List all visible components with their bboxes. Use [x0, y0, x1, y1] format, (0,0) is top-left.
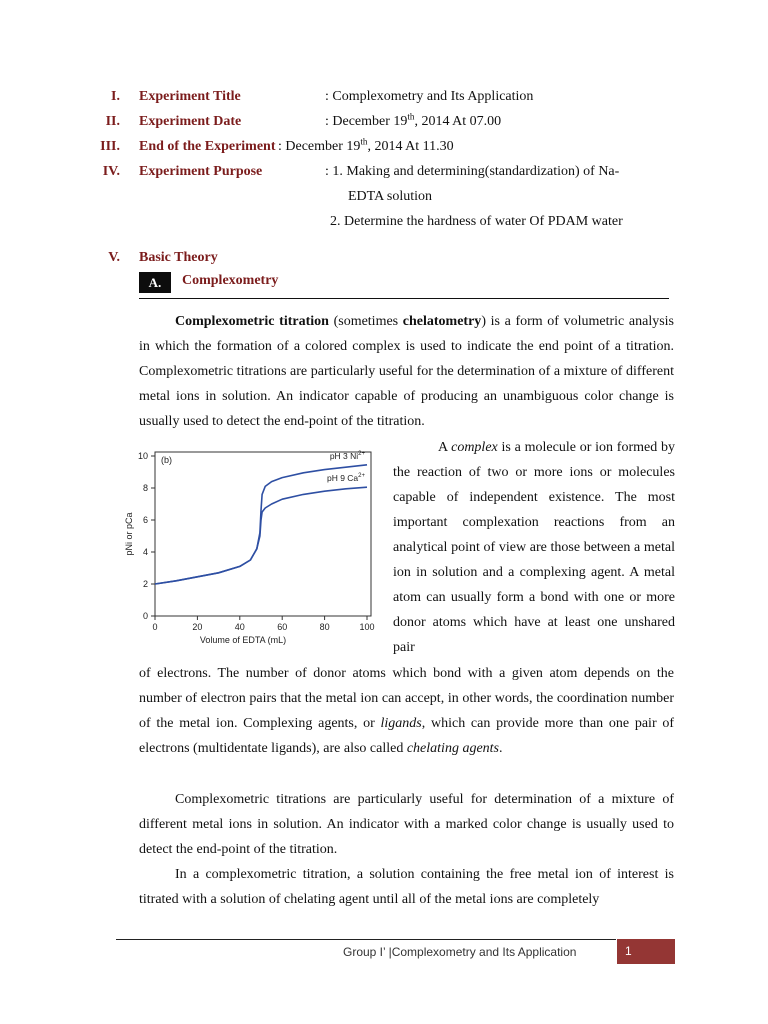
purpose-line-1: : 1. Making and determining(standardization) of Na-: [325, 164, 620, 179]
term: complex: [451, 440, 498, 455]
term: chelating agents: [406, 741, 499, 756]
roman-numeral: III.: [100, 139, 120, 154]
term: chelatometry: [402, 314, 482, 329]
purpose-line-2: EDTA solution: [348, 189, 433, 204]
text: A: [438, 440, 452, 455]
series-label-2: pH 9 $Ca^{2+}$: [326, 473, 365, 484]
header-value: : Complexometry and Its Application: [325, 89, 534, 104]
purpose-line-3: 2. Determine the hardness of water Of PDAM water: [330, 214, 623, 229]
x-tick-label: 60: [277, 622, 288, 632]
header-label: Experiment Purpose: [139, 164, 263, 179]
term: Complexometric titration: [175, 314, 329, 329]
x-tick-label: 20: [192, 622, 203, 632]
value-text: : December 19: [325, 114, 408, 129]
x-tick-label: 100: [359, 622, 375, 632]
text: .: [499, 741, 503, 756]
text: (sometimes: [328, 314, 403, 329]
header-value: [278, 138, 454, 156]
paragraph-usefulness: Complexometric titrations are particularly useful for determination of a mixture of different metal ions in solution. An indicator with a marked color change is usually used to detect the end-point of the titration.: [139, 792, 674, 857]
paragraph-complex: [393, 435, 675, 660]
y-tick-label: 2: [142, 579, 148, 589]
roman-numeral: IV.: [102, 164, 120, 179]
value-sup: th: [360, 136, 368, 147]
text: ) is a form of volumetric analysis in which the formation of a colored complex is used to indicate the end point of a titration. Complexometric titrations are particularly useful for the determination of a mixture of different metal ions in solution. An indicator capable of producing an unambiguous color change is usually used to detect the end-point of the titration.: [139, 314, 675, 429]
value-sup: th: [407, 111, 415, 122]
value-text: , 2014 At 11.30: [367, 139, 454, 154]
header-label: Experiment Title: [139, 89, 241, 104]
roman-numeral: V.: [108, 250, 120, 265]
section-title: Basic Theory: [139, 250, 218, 265]
section-divider: [139, 298, 669, 299]
paragraph-electrons: [139, 661, 674, 761]
x-tick-label: 40: [234, 622, 245, 632]
value-text: : December 19: [278, 139, 361, 154]
x-tick-label: 0: [152, 622, 158, 632]
titration-curve-chart: [123, 440, 373, 655]
subsection-title: Complexometry: [182, 273, 279, 288]
roman-numeral: II.: [105, 114, 120, 129]
roman-numeral: I.: [111, 89, 120, 104]
paragraph-procedure: In a complexometric titration, a solution containing the free metal ion of interest is titrated with a solution of chelating agent until all of the metal ions are completely: [139, 867, 674, 907]
y-tick-label: 0: [142, 611, 148, 621]
text: of electrons. The number of donor atoms which bond with a given atom depends on the number of electron pairs that the metal ion can accept, in other words, the coordination number of the metal ion. Complexing agents, or: [139, 666, 674, 731]
y-tick-label: 4: [142, 547, 148, 557]
footer-text: Group I’ |Complexometry and Its Application: [343, 945, 577, 959]
x-axis-label: Volume of EDTA (mL): [199, 635, 287, 645]
header-value: [325, 113, 501, 131]
text: , which can provide more than one pair of electrons (multidentate ligands), are also called: [139, 716, 675, 756]
footer-divider: [116, 939, 616, 940]
panel-label: (b): [161, 455, 172, 465]
x-tick-label: 80: [319, 622, 330, 632]
term: ligands: [380, 716, 422, 731]
series-label-1: pH 3 $Ni^{2+}$: [329, 450, 365, 461]
paragraph-intro: [139, 309, 674, 434]
header-label: End of the Experiment: [139, 139, 276, 154]
text: is a molecule or ion formed by the reaction of two or more ions or molecules capable of independent existence. The most important complexation reactions from an analytical point of view are those between a metal ion in solution and a complexing agent. A metal atom can usually form a bond with one or more donor atoms which have at least one unshared pair: [393, 440, 675, 655]
y-tick-label: 6: [142, 515, 148, 525]
y-tick-label: 8: [142, 483, 148, 493]
header-label: Experiment Date: [139, 114, 242, 129]
y-axis-label: pNi or pCa: [124, 512, 134, 556]
y-tick-label: 10: [137, 451, 148, 461]
subsection-letter: A.: [139, 272, 171, 293]
value-text: , 2014 At 07.00: [414, 114, 502, 129]
page-number: 1: [617, 939, 675, 964]
